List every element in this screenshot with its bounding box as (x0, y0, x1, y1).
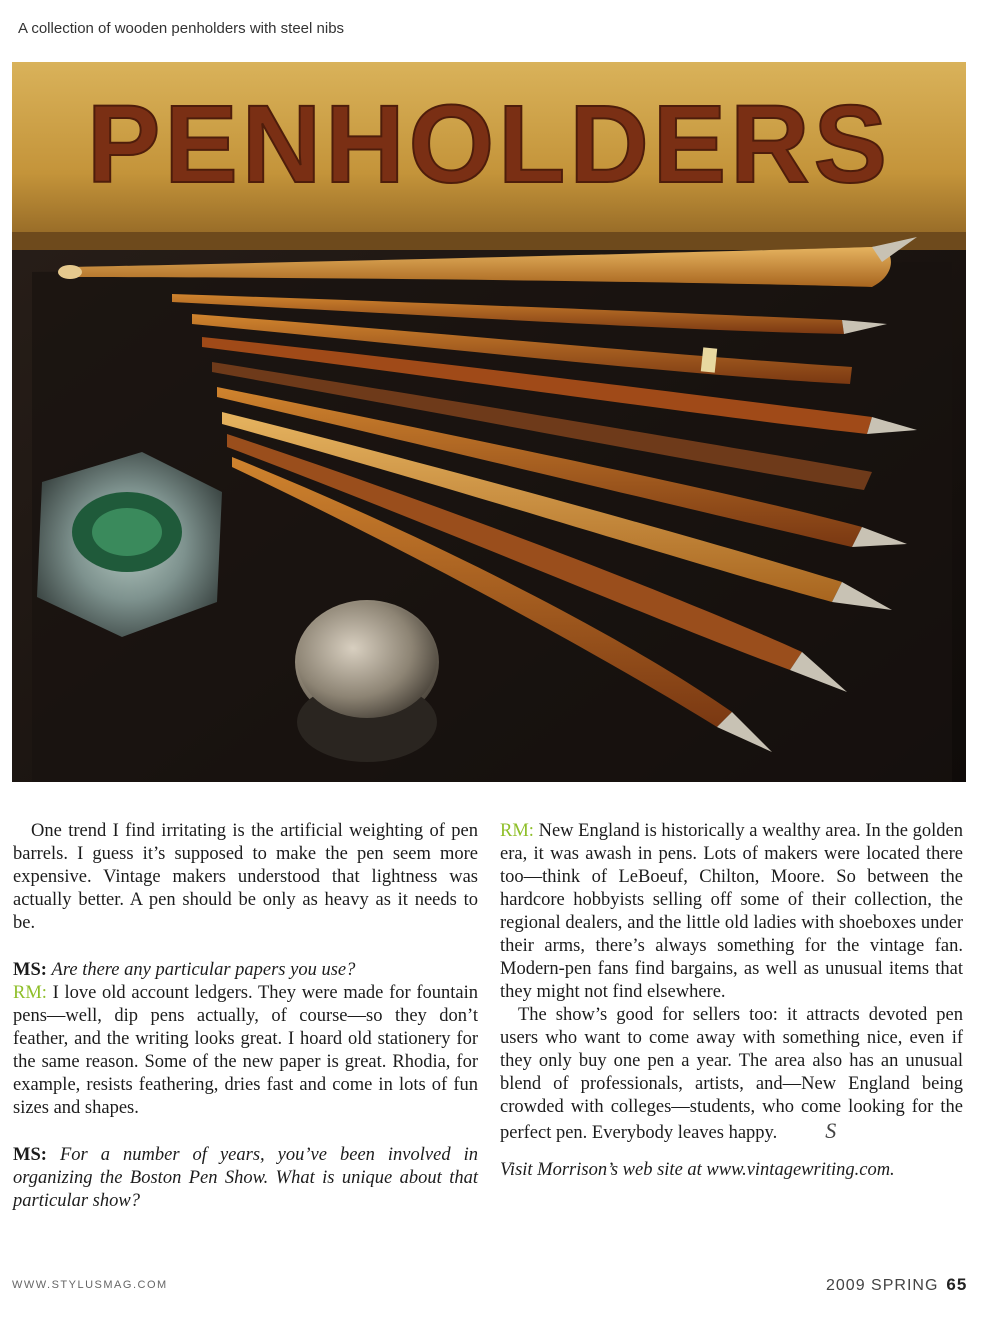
rm-label: RM: (500, 821, 534, 841)
page-number: 65 (946, 1275, 968, 1294)
silver-box (295, 600, 439, 762)
paragraph-sellers (500, 1004, 963, 1145)
question-boston-show (13, 1144, 478, 1213)
issue-label: 2009 SPRING (826, 1277, 939, 1294)
left-column (13, 820, 478, 1213)
ms-label: MS: (13, 960, 47, 980)
glass-inkwell (37, 452, 222, 637)
ms-label: MS: (13, 1145, 47, 1165)
rm-label: RM: (13, 983, 47, 1003)
penholders-photo (12, 62, 966, 782)
footer-issue (826, 1275, 967, 1295)
photo-caption: A collection of wooden penholders with steel nibs (18, 20, 345, 37)
answer-new-england (500, 820, 963, 1004)
question-text: For a number of years, you’ve been involved in organizing the Boston Pen Show. What is unique about that particular show? (13, 1145, 478, 1211)
signoff-mark: S (825, 1118, 837, 1143)
footer-website: WWW.STYLUSMAG.COM (12, 1279, 168, 1291)
question-papers (13, 959, 478, 982)
right-column (500, 820, 963, 1182)
answer-text: New England is historically a wealthy area. In the golden era, it was awash in pens. Lots of makers were located there too—think of LeBoeuf, Chilton, Moore. So between the hardcore hobbyists selling off some of their collection, the regional dealers, and the little old ladies with shoeboxes under their arms, there’s always something for the vintage fan. Modern-pen fans find bargains, as well as unusual items that they might not find elsewhere. (500, 821, 963, 1002)
answer-papers (13, 982, 478, 1120)
visit-website-line: Visit Morrison’s web site at www.vintagewriting.com. (500, 1160, 895, 1180)
paragraph-text: The show’s good for sellers too: it attracts devoted pen users who want to come away with something nice, even if they only buy one pen a year. The area also has an unusual blend of professionals, artists, and—New England being crowded with colleges—students, who come looking for the perfect pen. Everybody leaves happy. (500, 1005, 963, 1143)
answer-text: I love old account ledgers. They were made for fountain pens—well, dip pens actually, of course—so they don’t feather, and the writing looks great. I hoard old stationery for the same reason. Some of the new paper is great. Rhodia, for example, resists feathering, dries fast and come in lots of fun sizes and shapes. (13, 983, 478, 1118)
paragraph-weighting: One trend I find irritating is the artificial weighting of pen barrels. I guess it’s supposed to make the pen seem more expensive. Vintage makers understood that lightness was actually better. A pen should be only as heavy as it needs to be. (13, 821, 478, 933)
sign-lettering: PENHOLDERS (87, 83, 891, 206)
question-text: Are there any particular papers you use? (51, 960, 356, 980)
